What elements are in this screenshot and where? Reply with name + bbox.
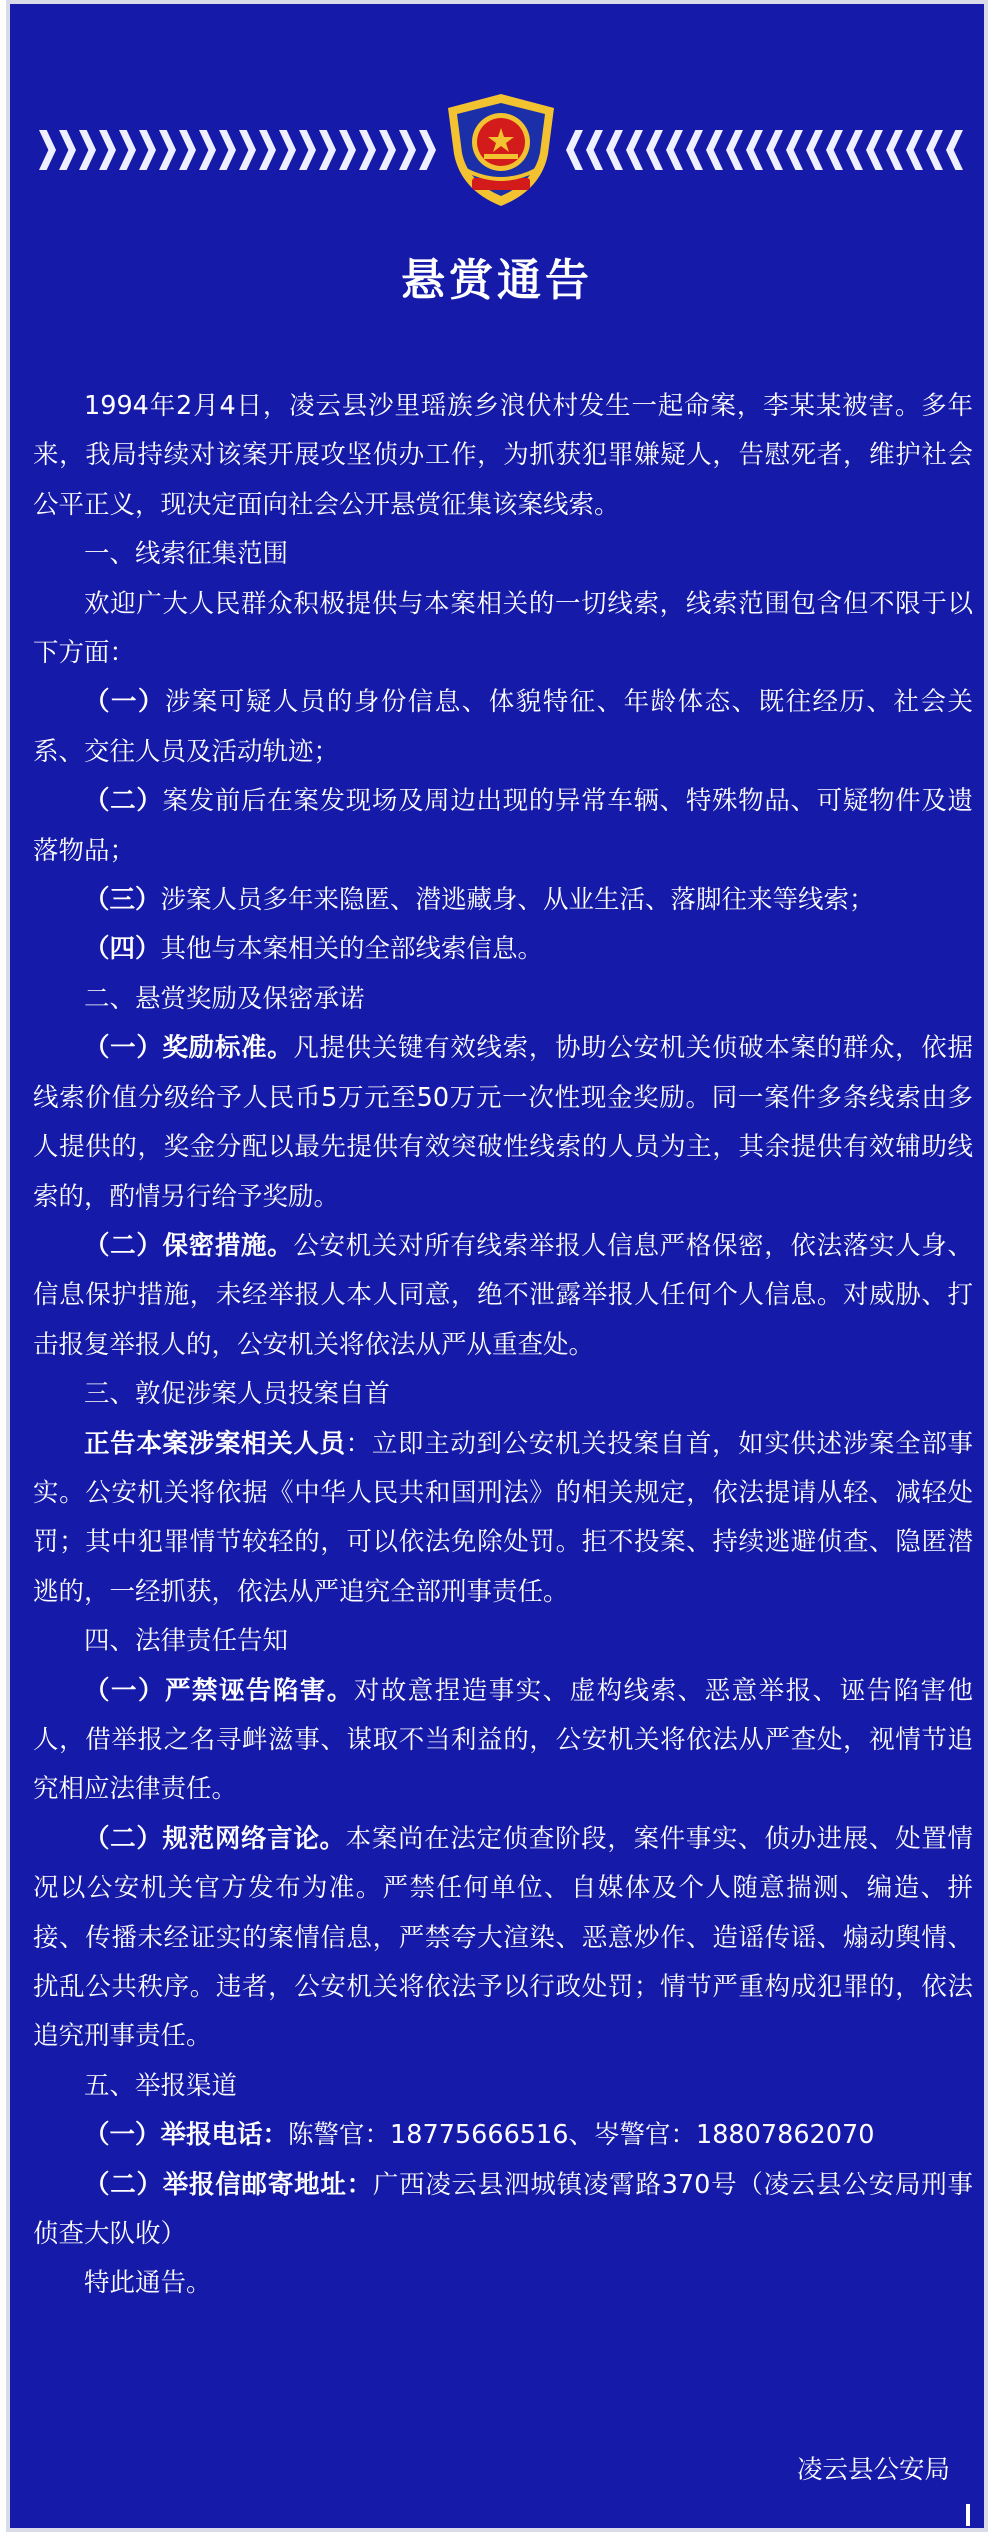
report-phone: （一）举报电话：陈警官：18775666516、岑警官：18807862070	[84, 2120, 875, 2151]
left-wing-decoration	[36, 130, 436, 170]
chevron-decoration	[566, 130, 583, 170]
section-heading-2: 二、悬赏奖励及保密承诺	[84, 983, 365, 1014]
chevron-decoration	[279, 130, 296, 170]
section-heading-3: 三、敦促涉案人员投案自首	[84, 1379, 391, 1410]
chevron-decoration	[99, 130, 116, 170]
chevron-decoration	[359, 130, 376, 170]
chevron-decoration	[626, 130, 643, 170]
false-accusation-warning: （一）严禁诬告陷害。对故意捏造事实、虚构线索、恶意举报、诬告陷害他人，借举报之名寻衅滋事、谋取不当利益的，公安机关将依法从严查处，视情节追究相应法律责任。	[33, 1675, 973, 1805]
chevron-decoration	[826, 130, 843, 170]
chevron-decoration	[239, 130, 256, 170]
confidentiality-measures: （二）保密措施。公安机关对所有线索举报人信息严格保密，依法落实人身、信息保护措施，未经举报人本人同意，绝不泄露举报人任何个人信息。对威胁、打击报复举报人的，公安机关将依法从严从重查处。	[33, 1230, 973, 1360]
corner-divider	[966, 2504, 970, 2526]
chevron-decoration	[339, 130, 356, 170]
issuer-signature: 凌云县公安局	[796, 2455, 950, 2485]
chevron-decoration	[886, 130, 903, 170]
section-heading-1: 一、线索征集范围	[84, 539, 289, 570]
chevron-decoration	[399, 130, 416, 170]
chevron-decoration	[179, 130, 196, 170]
notice-body	[33, 382, 973, 2309]
chevron-decoration	[746, 130, 763, 170]
chevron-decoration	[59, 130, 76, 170]
chevron-decoration	[159, 130, 176, 170]
page-title: 悬赏通告	[401, 255, 593, 306]
chevron-decoration	[726, 130, 743, 170]
intro-paragraph: 1994年2月4日，凌云县沙里瑶族乡浪伏村发生一起命案，李某某被害。多年来，我局持续对该案开展攻坚侦办工作，为抓获犯罪嫌疑人，告慰死者，维护社会公平正义，现决定面向社会公开悬赏征集该案线索。	[33, 391, 973, 520]
chevron-decoration	[606, 130, 623, 170]
chevron-decoration	[646, 130, 663, 170]
chevron-decoration	[379, 130, 396, 170]
chevron-decoration	[766, 130, 783, 170]
surrender-warning: 正告本案涉案相关人员：立即主动到公安机关投案自首，如实供述涉案全部事实。公安机关将依据《中华人民共和国刑法》的相关规定，依法提请从轻、减轻处罚；其中犯罪情节较轻的，可以依法免除处罚。拒不投案、持续逃避侦查、隐匿潜逃的，一经抓获，依法从严追究全部刑事责任。	[33, 1428, 973, 1607]
right-wing-decoration	[566, 130, 966, 170]
chevron-decoration	[299, 130, 316, 170]
chevron-decoration	[119, 130, 136, 170]
chevron-decoration	[706, 130, 723, 170]
section-heading-5: 五、举报渠道	[84, 2070, 238, 2101]
chevron-decoration	[219, 130, 236, 170]
reward-standard: （一）奖励标准。凡提供关键有效线索，协助公安机关侦破本案的群众，依据线索价值分级给予人民币5万元至50万元一次性现金奖励。同一案件多条线索由多人提供的，奖金分配以最先提供有效突破性线索的人员为主，其余提供有效辅助线索的，酌情另行给予奖励。	[33, 1033, 973, 1212]
notice-poster	[6, 0, 988, 2532]
closing-statement: 特此通告。	[84, 2268, 212, 2299]
clue-item-4: （四）其他与本案相关的全部线索信息。	[84, 934, 544, 965]
chevron-decoration	[586, 130, 603, 170]
chevron-decoration	[666, 130, 683, 170]
chevron-decoration	[806, 130, 823, 170]
chevron-decoration	[319, 130, 336, 170]
clue-item-3: （三）涉案人员多年来隐匿、潜逃藏身、从业生活、落脚往来等线索；	[84, 885, 875, 916]
chevron-decoration	[79, 130, 96, 170]
report-address: （二）举报信邮寄地址：广西凌云县泗城镇凌霄路370号（凌云县公安局刑事侦查大队收）	[33, 2169, 973, 2250]
clue-item-1: （一）涉案可疑人员的身份信息、体貌特征、年龄体态、既往经历、社会关系、交往人员及活动轨迹；	[33, 687, 973, 767]
chevron-decoration	[786, 130, 803, 170]
chevron-decoration	[139, 130, 156, 170]
chevron-decoration	[419, 130, 436, 170]
chevron-decoration	[946, 130, 963, 170]
clue-item-2: （二）案发前后在案发现场及周边出现的异常车辆、特殊物品、可疑物件及遗落物品；	[33, 786, 973, 866]
section-heading-4: 四、法律责任告知	[84, 1626, 289, 1657]
chevron-decoration	[259, 130, 276, 170]
chevron-decoration	[926, 130, 943, 170]
emblem-banner	[10, 90, 984, 210]
chevron-decoration	[686, 130, 703, 170]
chevron-decoration	[199, 130, 216, 170]
chevron-decoration	[39, 130, 56, 170]
police-emblem-icon	[442, 90, 560, 210]
chevron-decoration	[846, 130, 863, 170]
section-1-intro: 欢迎广大人民群众积极提供与本案相关的一切线索，线索范围包含但不限于以下方面：	[33, 588, 973, 669]
chevron-decoration	[906, 130, 923, 170]
online-speech-warning: （二）规范网络言论。本案尚在法定侦查阶段，案件事实、侦办进展、处置情况以公安机关官方发布为准。严禁任何单位、自媒体及个人随意揣测、编造、拼接、传播未经证实的案情信息，严禁夸大渲染、恶意炒作、造谣传谣、煽动舆情、扰乱公共秩序。违者，公安机关将依法予以行政处罚；情节严重构成犯罪的，依法追究刑事责任。	[33, 1823, 973, 2052]
chevron-decoration	[866, 130, 883, 170]
